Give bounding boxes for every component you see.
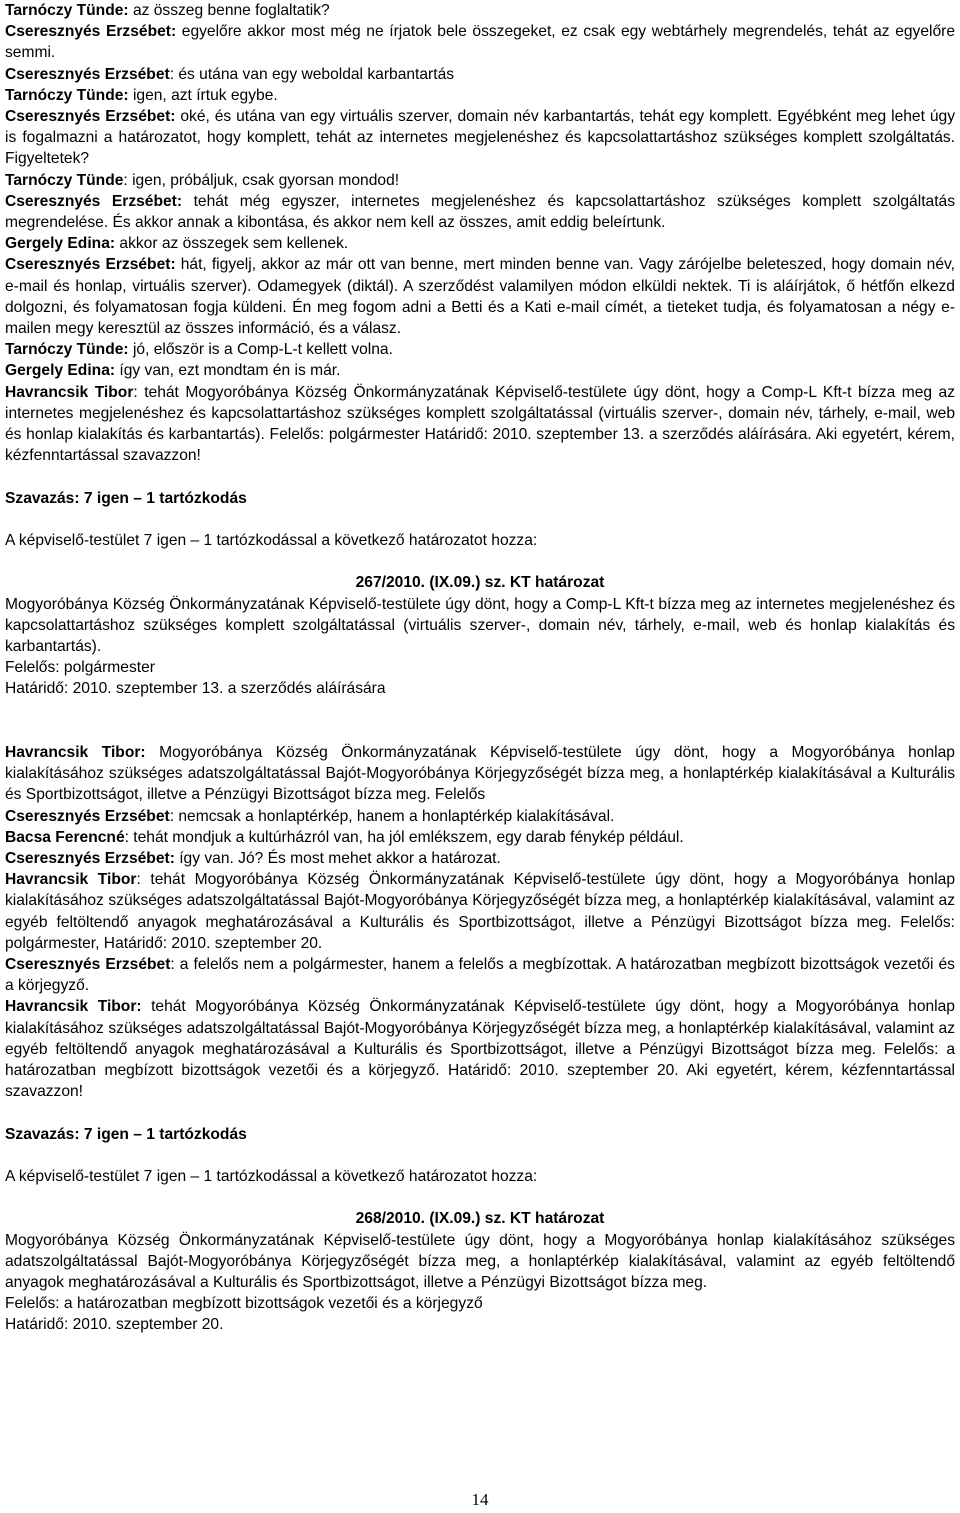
- spacer: [5, 1187, 955, 1208]
- speech-text: : igen, próbáljuk, csak gyorsan mondod!: [123, 171, 400, 189]
- resolution-body-1: Mogyoróbánya Község Önkormányzatának Képviselő-testülete úgy dönt, hogy a Comp-L Kft-t bízza meg az internetes megjelenéshez és kapcsolattartáshoz szükséges komplett szolgáltatással (virtuális szerver-, domain név, tárhely, e-mail, web és honlap kialakítás és karbantartás).: [5, 595, 955, 656]
- speaker-name: Havrancsik Tibor: [5, 871, 137, 889]
- speech-text: akkor az összegek sem kellenek.: [115, 235, 349, 253]
- vote-result-1: Szavazás: 7 igen – 1 tartózkodás: [5, 489, 247, 507]
- speaker-name: Cseresznyés Erzsébet:: [5, 256, 176, 274]
- page-number: 14: [471, 1490, 489, 1509]
- speaker-name: Gergely Edina:: [5, 235, 116, 253]
- speaker-name: Tarnóczy Tünde:: [5, 86, 129, 104]
- speech-paragraph: [5, 21, 955, 63]
- speaker-name: Havrancsik Tibor: [5, 383, 134, 401]
- speech-paragraph: [5, 869, 955, 954]
- speech-paragraph: [5, 85, 955, 106]
- speech-paragraph: [5, 254, 955, 339]
- speaker-name: Tarnóczy Tünde:: [5, 341, 129, 359]
- resolution-deadline-2: Határidő: 2010. szeptember 20.: [5, 1316, 224, 1334]
- speech-text: oké, és utána van egy virtuális szerver, domain név karbantartás, tehát egy komplett. Egyébként meg lehet úgy is fogalmazni a határozatot, hogy komplett, tehát az internetes megjelenéshez és kapcsolattartáshoz szükséges komplett szolgáltatás. Figyeltetek?: [5, 108, 955, 168]
- speech-text: Mogyoróbánya Község Önkormányzatának Képviselő-testülete úgy dönt, hogy a Mogyoróbánya honlap kialakításához szükséges adatszolgáltatással Bajót-Mogyoróbánya Körjegyzőségét bízza meg, a honlaptérkép kialakításával a Kulturális és Sportbizottságot, illetve a Pénzügyi Bizottságot bízza meg. Felelős: [5, 744, 955, 804]
- speech-text: : tehát Mogyoróbánya Község Önkormányzatának Képviselő-testülete úgy dönt, hogy a Mogyoróbánya honlap kialakításához szükséges adatszolgáltatással Bajót-Mogyoróbánya Körjegyzőségét bízza meg, a honlaptérkép kialakításával, valamint az egyéb feltöltendő anyagok meghatározásával a Kulturális és Sportbizottságot, illetve a Pénzügyi Bizottságot bízza meg. Felelős: polgármester, Határidő: 2010. szeptember 20.: [5, 871, 956, 952]
- speech-paragraph: [5, 233, 955, 254]
- speech-paragraph: [5, 339, 955, 360]
- speech-paragraph: [5, 0, 955, 21]
- transcript-middle: [5, 742, 955, 1102]
- speech-paragraph: [5, 848, 955, 869]
- speech-paragraph: [5, 64, 955, 85]
- speaker-name: Tarnóczy Tünde: [5, 171, 124, 189]
- speech-paragraph: [5, 106, 955, 170]
- spacer: [5, 700, 955, 742]
- speaker-name: Cseresznyés Erzsébet: [5, 65, 170, 83]
- resolution-body-2: Mogyoróbánya Község Önkormányzatának Képviselő-testülete úgy dönt, hogy a Mogyoróbánya honlap kialakításához szükséges adatszolgáltatással Bajót-Mogyoróbánya Körjegyzőségét bízza meg, a honlaptérkép kialakításával, valamint az egyéb feltöltendő anyagok meghatározásával a Kulturális és Sportbizottságot, illetve a Pénzügyi Bizottságot bízza meg.: [5, 1231, 955, 1292]
- document-page: [5, 0, 955, 1336]
- speaker-name: Havrancsik Tibor:: [5, 998, 142, 1016]
- speech-text: hát, figyelj, akkor az már ott van benne, mert minden benne van. Vagy zárójelbe beleteszed, hogy domain név, e-mail és honlap, virtuális szerver). Odamegyek (diktál). A szerződést valamilyen módon elküldi nektek. Ti is aláírjátok, ő hétfőn elkezd dolgozni, és folyamatosan fogja küldeni. Én meg fogom adni a Betti és a Kati e-mail címét, a tieteket tudja, és folyamatosan a négy e-mailen megy keresztül az összes információ, és a válasz.: [5, 256, 955, 338]
- vote-result-2: Szavazás: 7 igen – 1 tartózkodás: [5, 1125, 247, 1143]
- speech-text: az összeg benne foglaltatik?: [128, 2, 330, 19]
- speech-text: jó, először is a Comp-L-t kellett volna.: [128, 341, 393, 359]
- speech-paragraph: [5, 827, 955, 848]
- speech-text: : tehát mondjuk a kultúrházról van, ha jól emlékszem, egy darab fénykép például.: [124, 828, 684, 846]
- spacer: [5, 1145, 955, 1166]
- speaker-name: Cseresznyés Erzsébet:: [5, 850, 175, 868]
- speech-text: igen, azt írtuk egybe.: [128, 86, 278, 104]
- speaker-name: Cseresznyés Erzsébet:: [5, 23, 177, 41]
- speech-paragraph: [5, 360, 955, 381]
- speaker-name: Cseresznyés Erzsébet:: [5, 192, 183, 210]
- speech-text: : tehát Mogyoróbánya Község Önkormányzatának Képviselő-testülete úgy dönt, hogy a Comp-L Kft-t bízza meg az internetes megjelenéshez és kapcsolattartáshoz szükséges komplett szolgáltatással (virtuális szerver-, domain név, tárhely, e-mail, web és honlap kialakítás és karbantartás). Felelős: polgármester Határidő: 2010. szeptember 13. a szerződés aláírására. Aki egyetért, kérem, kézfenntartással szavazzon!: [5, 383, 955, 465]
- resolution-intro-2: A képviselő-testület 7 igen – 1 tartózkodással a következő határozatot hozza:: [5, 1168, 538, 1186]
- resolution-deadline-1: Határidő: 2010. szeptember 13. a szerződés aláírására: [5, 680, 386, 698]
- speech-text: : a felelős nem a polgármester, hanem a felelős a megbízottak. A határozatban megbízott bizottságok vezetői és a körjegyző.: [5, 956, 955, 995]
- speaker-name: Tarnóczy Tünde:: [5, 2, 129, 19]
- speech-text: így van. Jó? És most mehet akkor a határozat.: [174, 850, 501, 868]
- speech-paragraph: [5, 170, 955, 191]
- speaker-name: Cseresznyés Erzsébet: [5, 807, 170, 825]
- speech-paragraph: [5, 191, 955, 233]
- speech-text: tehát Mogyoróbánya Község Önkormányzatának Képviselő-testülete úgy dönt, hogy a Mogyoróbánya honlap kialakításához szükséges adatszolgáltatással Bajót-Mogyoróbánya Körjegyzőségét bízza meg, a honlaptérkép kialakításával, valamint az egyéb feltöltendő anyagok meghatározásával a Kulturális és Sportbizottságot, illetve a Pénzügyi Bizottságot bízza meg. Felelős: a határozatban megbízott bizottságok vezetői és a körjegyző. Határidő: 2010. szeptember 20. Aki egyetért, kérem, kézfenntartással szavazzon!: [5, 998, 955, 1101]
- spacer: [5, 509, 955, 530]
- speech-text: : nemcsak a honlaptérkép, hanem a honlaptérkép kialakításával.: [169, 807, 615, 825]
- resolution-title-1: 267/2010. (IX.09.) sz. KT határozat: [355, 574, 605, 592]
- speech-paragraph: [5, 996, 955, 1102]
- speech-text: így van, ezt mondtam én is már.: [115, 362, 341, 380]
- speech-paragraph: [5, 954, 955, 996]
- speech-paragraph: [5, 382, 955, 467]
- resolution-responsible-1: Felelős: polgármester: [5, 659, 155, 677]
- speech-text: egyelőre akkor most még ne írjatok bele összegeket, ez csak egy webtárhely megrendelés, tehát az egyelőre semmi.: [5, 23, 956, 62]
- speaker-name: Cseresznyés Erzsébet:: [5, 108, 176, 126]
- resolution-intro-1: A képviselő-testület 7 igen – 1 tartózkodással a következő határozatot hozza:: [5, 532, 538, 550]
- speaker-name: Bacsa Ferencné: [5, 828, 125, 846]
- speech-text: tehát még egyszer, internetes megjelenéshez és kapcsolattartáshoz szükséges komplett szolgáltatás megrendelése. És akkor annak a kibontása, és akkor nem kell az összes, amit eddig beleírtunk.: [5, 192, 955, 232]
- spacer: [5, 1103, 955, 1124]
- speech-text: : és utána van egy weboldal karbantartás: [169, 65, 455, 83]
- speech-paragraph: [5, 742, 955, 806]
- speaker-name: Havrancsik Tibor:: [5, 744, 146, 762]
- speaker-name: Gergely Edina:: [5, 362, 116, 380]
- transcript-top: [5, 0, 955, 466]
- speaker-name: Cseresznyés Erzsébet: [5, 956, 171, 974]
- resolution-responsible-2: Felelős: a határozatban megbízott bizottságok vezetői és a körjegyző: [5, 1295, 483, 1313]
- spacer: [5, 466, 955, 487]
- speech-paragraph: [5, 806, 955, 827]
- resolution-title-2: 268/2010. (IX.09.) sz. KT határozat: [355, 1210, 605, 1228]
- spacer: [5, 551, 955, 572]
